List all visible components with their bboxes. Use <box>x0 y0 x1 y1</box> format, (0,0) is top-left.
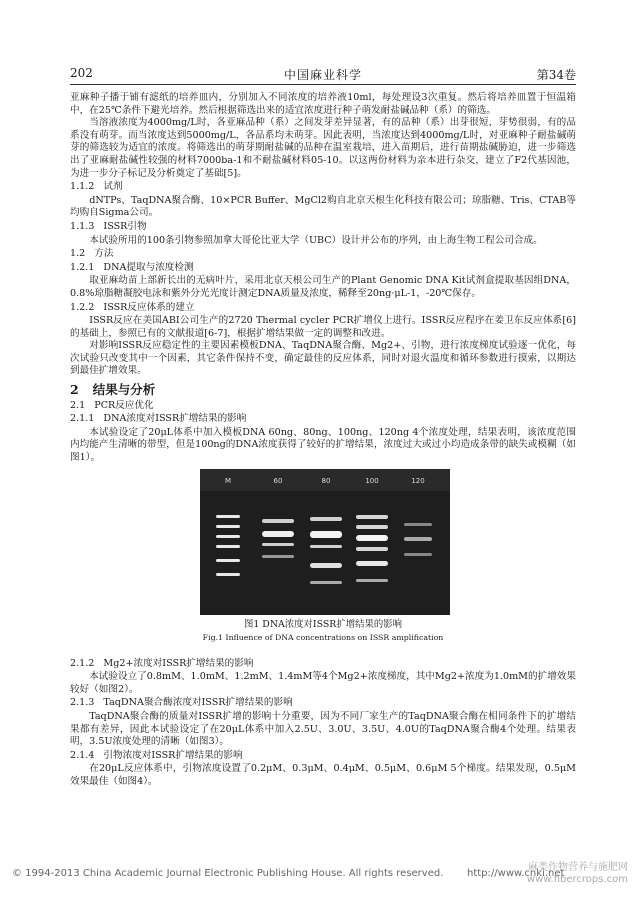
paragraph-10: TaqDNA聚合酶的质量对ISSR扩增的影响十分重要，因为不同厂家生产的TaqDNA聚合酶在相同条件下的扩增结果都有差异，因此本试验设定了在20μL体系中加入2.5U、3.0U、3.5U、4.0U的TaqDNA聚合酶4个处理。结果表明，3.5U浓度处理的清晰（如图3）。 <box>70 711 576 748</box>
section-title: PCR反应优化 <box>94 399 154 411</box>
section-number: 1.1.3 <box>70 220 95 232</box>
section-number: 2.1.3 <box>70 697 95 709</box>
lane-label-m: M <box>224 476 232 485</box>
section-title: Mg2+浓度对ISSR扩增结果的影响 <box>103 657 254 669</box>
paragraph-2: 当溶液浓度为4000mg/L时，各亚麻品种（系）之间发芽差异显著，有的品种（系）出芽很短，芽势很弱，有的品系没有萌芽。而当浓度达到5000mg/L，各品系均未萌芽。因此表明，当浓度达到4000mg/L时，对亚麻种子耐盐碱萌芽的筛选较为适宜的浓度。将筛选出的萌芽期耐盐碱的品种在温室栽培，进入苗期后，进行苗期盐碱胁迫，进一步筛选出了亚麻耐盐碱性较强的材料7000ba-1和不耐盐碱材料05-10。以这两份材料为亲本进行杂交，建立了F2代基因池，为进一步分子标记及分析奠定了基础[5]。 <box>70 117 576 179</box>
section-title: DNA提取与浓度检测 <box>103 261 194 273</box>
paragraph-7: 对影响ISSR反应稳定性的主要因素模板DNA、TaqDNA聚合酶、Mg2+、引物，进行浓度梯度试验逐一优化，每次试验只改变其中一个因素，其它条件保持不变，确定最佳的反应体系，同时对退火温度和循环参数进行摸索，以期达到最佳扩增效果。 <box>70 340 576 377</box>
section-heading-2-1-2 <box>70 658 576 671</box>
paragraph-3: dNTPs、TaqDNA聚合酶、10×PCR Buffer、MgCl2购自北京天根生化科技有限公司；琼脂糖、Tris、CTAB等均购自Sigma公司。 <box>70 194 576 219</box>
paragraph-8: 本试验设定了20μL体系中加入模板DNA 60ng、80ng、100ng、120ng 4个浓度处理，结果表明，该浓度范围内均能产生清晰的带型，但是100ng的DNA浓度获得了较好的扩增结果，浓度过大或过小均造成条带的缺失或模糊（如图1）。 <box>70 426 576 464</box>
section-number: 1.2.1 <box>70 261 95 273</box>
section-number: 1.2.2 <box>70 301 95 313</box>
figure-caption-cn: 图1 DNA浓度对ISSR扩增结果的影响 <box>243 618 402 630</box>
watermark-cn: 麻类作物营养与施肥网 <box>528 862 628 873</box>
paragraph-1: 亚麻种子播于铺有滤纸的培养皿内，分别加入不同浓度的培养液10ml，每处理设3次重复。然后将培养皿置于恒温箱中，在25℃条件下避光培养。然后根据筛选出来的适宜浓度进行种子萌发耐盐碱品种（系）的筛选。 <box>70 92 576 116</box>
paragraph-6: ISSR反应在美国ABI公司生产的2720 Thermal cycler PCR扩增仪上进行。ISSR反应程序在姜卫东反应体系[6]的基础上，参照已有的文献报道[6-7]，根据扩增结果做一定的调整和改进。 <box>70 315 576 339</box>
figure-caption-en: Fig.1 Influence of DNA concentrations on ISSR amplification <box>202 632 444 642</box>
running-header <box>70 66 576 82</box>
footer-site-link[interactable]: http://www.cnki.net <box>467 868 565 879</box>
article-body <box>70 92 576 789</box>
journal-title: 中国麻业科学 <box>283 68 362 82</box>
section-number: 2.1 <box>70 399 86 411</box>
paragraph-9: 本试验设立了0.8mM、1.0mM、1.2mM、1.4mM等4个Mg2+浓度梯度，其中Mg2+浓度为1.0mM的扩增效果较好（如图2）。 <box>70 671 576 695</box>
paragraph-4: 本试验所用的100条引物参照加拿大哥伦比亚大学（UBC）设计并公布的序列，由上海生物工程公司合成。 <box>89 234 543 246</box>
section-title: 结果与分析 <box>92 382 156 398</box>
section-number: 1.2 <box>70 248 86 260</box>
section-title: 引物浓度对ISSR扩增结果的影响 <box>103 749 243 761</box>
lane-label-100: 100 <box>365 476 379 485</box>
watermark-url: www.fibercrops.com <box>526 874 628 885</box>
header-rule <box>70 84 576 85</box>
section-heading-2-1-4 <box>70 750 576 763</box>
section-heading-2-1 <box>70 400 576 413</box>
section-number: 1.1.2 <box>70 181 95 193</box>
section-number: 2 <box>70 382 79 398</box>
section-heading-1-2 <box>70 248 576 261</box>
section-title: ISSR引物 <box>103 220 147 232</box>
section-title: 方法 <box>94 248 114 260</box>
lane-label-120: 120 <box>411 476 425 485</box>
paragraph-5: 取亚麻幼苗上部新长出的无病叶片，采用北京天根公司生产的Plant Genomic DNA Kit试剂盒提取基因组DNA，0.8%琼脂糖凝胶电泳和紫外分光光度计测定DNA质量及浓度，稀释至20ng·μL-1，-20℃保存。 <box>70 275 576 299</box>
section-heading-2 <box>70 384 576 397</box>
section-heading-1-1-2 <box>70 181 576 194</box>
watermark <box>527 862 628 886</box>
section-heading-1-2-1 <box>70 262 576 275</box>
page-number: 202 <box>70 66 93 80</box>
lane-label-60: 60 <box>273 476 283 485</box>
section-title: TaqDNA聚合酶浓度对ISSR扩增结果的影响 <box>103 697 293 709</box>
gel-electrophoresis-image <box>200 469 450 615</box>
section-number: 2.1.1 <box>70 413 95 425</box>
section-title: 试剂 <box>103 181 123 193</box>
gel-image-svg <box>200 469 450 615</box>
volume-number: 第34卷 <box>536 68 576 82</box>
figure-1 <box>70 469 576 657</box>
lane-label-80: 80 <box>321 476 331 485</box>
copyright-notice: © 1994-2013 China Academic Journal Electronic Publishing House. All rights reserved. <box>12 868 444 879</box>
section-number: 2.1.2 <box>70 657 95 669</box>
section-heading-1-2-2 <box>70 302 576 315</box>
section-heading-2-1-3 <box>70 697 576 710</box>
section-title: ISSR反应体系的建立 <box>103 301 195 313</box>
section-heading-1-1-3 <box>70 221 576 234</box>
paragraph-11: 在20μL反应体系中，引物浓度设置了0.2μM、0.3μM、0.4μM、0.5μM、0.6μM 5个梯度。结果发现，0.5μM效果最佳（如图4）。 <box>70 763 576 787</box>
section-heading-2-1-1 <box>70 413 576 426</box>
section-title: DNA浓度对ISSR扩增结果的影响 <box>103 413 247 425</box>
section-number: 2.1.4 <box>70 749 95 761</box>
